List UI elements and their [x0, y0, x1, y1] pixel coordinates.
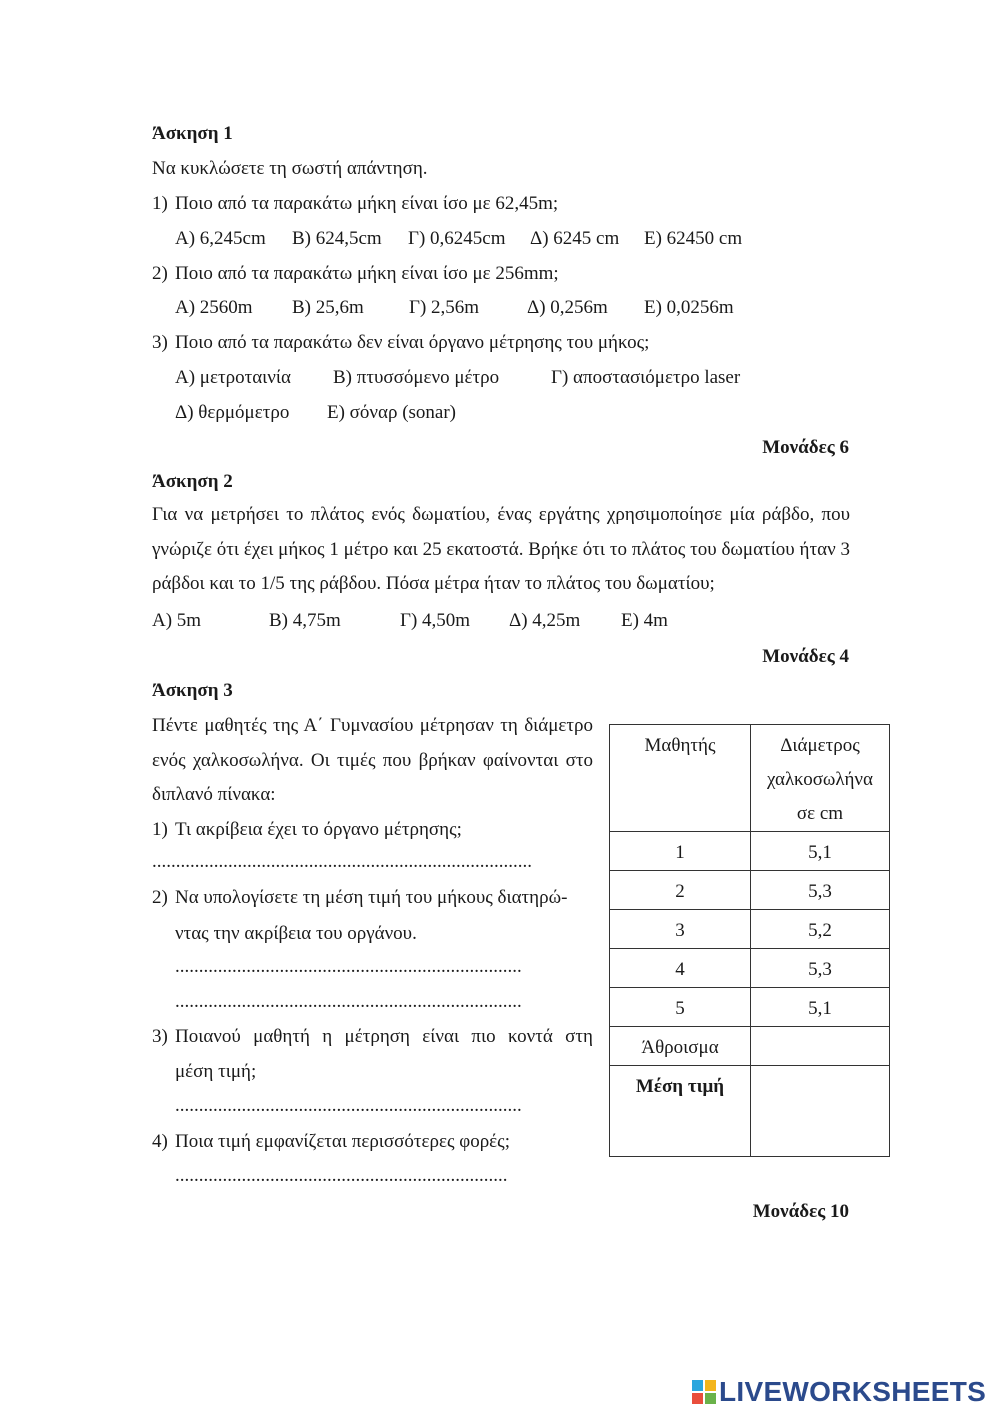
exercise-1-points: Μονάδες 6: [762, 437, 849, 458]
ex1-q3-number: 3): [152, 332, 168, 353]
ex1-q3-text: Ποιο από τα παρακάτω δεν είναι όργανο μέτρησης του μήκος;: [175, 332, 650, 353]
mean-value-input[interactable]: [751, 1066, 890, 1157]
mean-label: Μέση τιμή: [610, 1066, 751, 1157]
ex3-q2-answer-line-1[interactable]: .........................................................................: [175, 956, 522, 977]
exercise-1-instruction: Να κυκλώσετε τη σωστή απάντηση.: [152, 158, 428, 179]
ex3-q2-text-line2: ντας την ακρίβεια του οργάνου.: [175, 923, 417, 944]
ex1-q3-option-d[interactable]: Δ) θερμόμετρο: [175, 402, 290, 423]
ex1-q1-option-d[interactable]: Δ) 6245 cm: [530, 228, 620, 249]
ex1-q2-option-c[interactable]: Γ) 2,56m: [409, 297, 480, 318]
ex3-q1-answer-line[interactable]: ................................................................................: [152, 851, 532, 872]
ex1-q1-option-a[interactable]: Α) 6,245cm: [175, 228, 266, 249]
table-header-row: [610, 725, 890, 832]
ex2-option-a[interactable]: Α) 5m: [152, 610, 202, 631]
student-cell: 1: [610, 832, 751, 871]
exercise-2-title: Άσκηση 2: [152, 471, 233, 492]
ex3-q3-number: 3): [152, 1026, 168, 1047]
student-cell: 3: [610, 910, 751, 949]
liveworksheets-brand: LIVEWORKSHEETS: [719, 1376, 987, 1407]
logo-square-icon: [705, 1380, 716, 1391]
exercise-3-points: Μονάδες 10: [752, 1201, 849, 1222]
ex1-q2-text: Ποιο από τα παρακάτω μήκη είναι ίσο με 256mm;: [175, 263, 559, 284]
measurements-table: [609, 724, 890, 1157]
ex1-q3-option-b[interactable]: Β) πτυσσόμενο μέτρο: [333, 367, 500, 388]
student-cell: 2: [610, 871, 751, 910]
ex1-q2-option-b[interactable]: Β) 25,6m: [292, 297, 364, 318]
header-diameter-line-3: σε cm: [796, 803, 844, 824]
ex1-q1-option-b[interactable]: Β) 624,5cm: [292, 228, 382, 249]
ex1-q1-option-c[interactable]: Γ) 0,6245cm: [408, 228, 506, 249]
logo-square-icon: [692, 1380, 703, 1391]
diameter-cell: 5,1: [751, 832, 890, 871]
table-row: [610, 988, 890, 1027]
ex1-q1-option-e[interactable]: Ε) 62450 cm: [644, 228, 743, 249]
ex1-q3-option-a[interactable]: Α) μετροταινία: [175, 367, 291, 388]
mean-row: [610, 1066, 890, 1157]
exercise-3-intro: Πέντε μαθητές της Α΄ Γυμνασίου μέτρησαν τη διάμετρο ενός χαλκοσωλήνα. Οι τιμές που βρήκαν φαίνονται στο διπλανό πίνακα:: [152, 715, 593, 805]
ex3-q1-number: 1): [152, 819, 168, 840]
table-row: [610, 949, 890, 988]
ex1-q2-number: 2): [152, 263, 168, 284]
ex3-q3-text-line2: μέση τιμή;: [175, 1061, 257, 1082]
diameter-cell: 5,3: [751, 871, 890, 910]
table-row: [610, 832, 890, 871]
ex3-q3-text-line1: Ποιανού μαθητή η μέτρηση είναι πιο κοντά στη: [175, 1026, 593, 1047]
header-diameter-line-2: χαλκοσωλήνα: [767, 769, 873, 790]
exercise-1-title: Άσκηση 1: [152, 123, 233, 144]
ex1-q2-option-a[interactable]: Α) 2560m: [175, 297, 253, 318]
student-cell: 4: [610, 949, 751, 988]
exercise-3-title: Άσκηση 3: [152, 680, 233, 701]
liveworksheets-logo-icon: [692, 1380, 716, 1404]
diameter-cell: 5,2: [751, 910, 890, 949]
ex1-q2-option-e[interactable]: Ε) 0,0256m: [644, 297, 734, 318]
diameter-cell: 5,3: [751, 949, 890, 988]
ex1-q2-option-d[interactable]: Δ) 0,256m: [527, 297, 608, 318]
diameter-cell: 5,1: [751, 988, 890, 1027]
ex3-q3-answer-line[interactable]: .........................................................................: [175, 1095, 522, 1116]
ex3-q1-text: Τι ακρίβεια έχει το όργανο μέτρησης;: [175, 819, 462, 840]
sum-label: Άθροισμα: [610, 1027, 751, 1066]
ex1-q3-option-e[interactable]: Ε) σόναρ (sonar): [327, 402, 457, 423]
ex2-option-d[interactable]: Δ) 4,25m: [509, 610, 581, 631]
exercise-2-points: Μονάδες 4: [762, 646, 849, 667]
ex3-q2-number: 2): [152, 887, 168, 908]
header-student: Μαθητής: [610, 725, 751, 832]
ex3-q2-text-line1: Να υπολογίσετε τη μέση τιμή του μήκους διατηρώ-: [175, 887, 568, 908]
ex3-q4-text: Ποια τιμή εμφανίζεται περισσότερες φορές;: [175, 1131, 510, 1152]
logo-square-icon: [692, 1393, 703, 1404]
sum-row: [610, 1027, 890, 1066]
student-cell: 5: [610, 988, 751, 1027]
logo-square-icon: [705, 1393, 716, 1404]
header-diameter: [751, 725, 890, 832]
ex2-option-b[interactable]: Β) 4,75m: [269, 610, 341, 631]
ex3-q4-answer-line[interactable]: ......................................................................: [175, 1165, 508, 1186]
table-row: [610, 871, 890, 910]
ex1-q1-number: 1): [152, 193, 168, 214]
ex3-q2-answer-line-2[interactable]: .........................................................................: [175, 991, 522, 1012]
table-row: [610, 910, 890, 949]
ex1-q1-text: Ποιο από τα παρακάτω μήκη είναι ίσο με 62,45m;: [175, 193, 559, 214]
ex3-q4-number: 4): [152, 1131, 168, 1152]
ex1-q3-option-c[interactable]: Γ) αποστασιόμετρο laser: [551, 367, 741, 388]
ex2-option-e[interactable]: Ε) 4m: [621, 610, 668, 631]
header-diameter-line-1: Διάμετρος: [780, 735, 860, 756]
liveworksheets-logo: [692, 1376, 986, 1408]
sum-value-input[interactable]: [751, 1027, 890, 1066]
exercise-2-text: Για να μετρήσει το πλάτος ενός δωματίου, ένας εργάτης χρησιμοποίησε μία ράβδο, που γνώριζε ότι έχει μήκος 1 μέτρο και 25 εκατοστά. Βρήκε ότι το πλάτος του δωματίου ήταν 3 ράβδοι και το 1/5 της ράβδου. Πόσα μέτρα ήταν το πλάτος του δωματίου;: [152, 504, 850, 594]
ex2-option-c[interactable]: Γ) 4,50m: [400, 610, 471, 631]
